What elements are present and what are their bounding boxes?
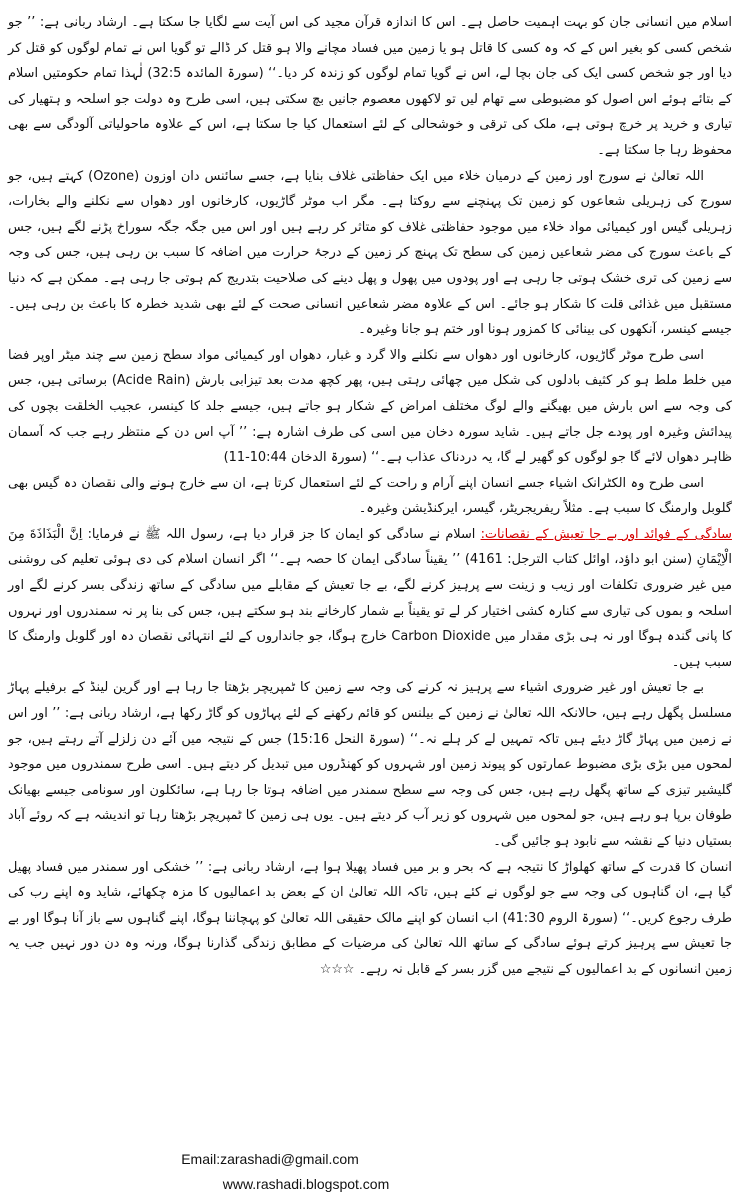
footer-email: Email:zarashadi@gmail.com (181, 1151, 359, 1167)
paragraph-acid-rain: اسی طرح موٹر گاڑیوں، کارخانوں اور دھواں سے نکلنے والا گرد و غبار، دھواں اور کیمیائی مواد سطح زمین سے چند میٹر اوپر فضا میں خلط ملط ہو کر کثیف بادلوں کی شکل میں چھائی رہتی ہیں، پھر کچھ مدت بعد تیزابی بارش (Acide Rain) برساتی ہیں، جس کی وجہ سے اس بارش میں بھیگنے والے لوگ مختلف امراض کے شکار ہو جاتے ہیں، جیسے جلد کا کینسر، عجیب الخلقت بچوں کی پیدائش وغیرہ اور پودے جل جاتے ہیں۔ شاید سورہ دخان میں اسی کی طرف اشارہ ہے: ’’ آپ اس دن کے منتظر رہے جب کہ آسمان ظاہر دھواں لائے گا جو لوگوں کو گھیر لے گا، یہ دردناک عذاب ہے۔‘‘ (سورۃ الدخان 10:44-11) (8, 347, 732, 466)
paragraph-conclusion: انسان کا قدرت کے ساتھ کھلواڑ کا نتیجہ ہے کہ بحر و بر میں فساد پھیلا ہوا ہے، ارشاد ربانی ہے: ’’ خشکی اور سمندر میں فساد پھیل گیا ہے، ان گناہوں کی وجہ سے جو لوگوں نے کئے ہیں، تاکہ اللہ تعالیٰ ان کے بعض بد اعمالیوں کا مزہ چکھائے، شاید وہ اپنے رب کی طرف رجوع کریں۔‘‘ (سورۃ الروم 41:30) اب انسان کو اپنے مالک حقیقی اللہ تعالیٰ کو پہچاننا ہوگا، اپنے گناہوں سے باز آنا ہوگا اور بے جا تعیش سے پرہیز کرتے ہوئے سادگی کے ساتھ اللہ تعالیٰ کی مرضیات کے مطابق زندگی گذارنا ہوگا، ورنہ وہ دن دور نہیں جب یہ زمین انسانوں کے بد اعمالیوں کے نتیجے میں گزر بسر کے قابل نہ رہے۔ ☆☆☆ (8, 859, 732, 977)
paragraph-temperature: بے جا تعیش اور غیر ضروری اشیاء سے پرہیز نہ کرنے کی وجہ سے زمین کا ٹمپریچر بڑھتا جا رہا ہے اور گرین لینڈ کے برفیلے پہاڑ مسلسل پگھل رہے ہیں، حالانکہ اللہ تعالیٰ نے زمین کے بیلنس کو قائم رکھنے کے لئے پہاڑوں کو گاڑ رکھا ہے، ارشاد ربانی ہے: ’’ اور اس نے زمین میں پہاڑ گاڑ دیئے ہیں تاکہ تمہیں لے کر ہلے نہ۔‘‘ (سورۃ النحل 15:16) جس کے نتیجہ میں آئے دن زلزلے آتے رہتے ہیں، جو لمحوں میں بڑی بڑی مضبوط عمارتوں کو پیوند زمین اور شہروں کو کھنڈروں میں تبدیل کر دیتے ہیں۔ اسی طرح سمندروں میں موجود گلیشیر تیزی کے ساتھ پگھل رہے ہیں، جس کی وجہ سے سطح سمندر میں اضافہ ہوتا جا رہا ہے، سائکلون اور سونامی جیسے بھیانک طوفان برپا ہو رہے ہیں، جو لمحوں میں شہروں کو زیر آب کر دیتے ہیں۔ یوں ہی زمین کا ٹمپریچر بڑھتا رہا تو اندیشہ ہے کہ روئے آباد بستیاں دنیا کے نقشہ سے نابود ہو جائیں گی۔ (8, 680, 732, 849)
paragraph-simplicity (8, 522, 732, 676)
paragraph-simplicity-text: اسلام نے سادگی کو ایمان کا جز قرار دیا ہے، رسول اللہ ﷺ نے فرمایا: اِنَّ الْبَذَاذَةَ مِنَ الْاِيْمَانِ (سنن ابو داؤد، اوائل کتاب الترجل: 4161) ’’ یقیناً سادگی ایمان کا حصہ ہے۔‘‘ اگر انسان اسلام کی دی ہوئی تعلیم کی روشنی میں غیر ضروری تکلفات اور زیب و زینت سے پرہیز کرنے لگے، بے جا تعیش کے مقابلے میں سادگی کے ساتھ زندگی بسر کرنے لگے اور اسلحہ و بموں کی تیاری سے کنارہ کشی اختیار کر لے تو یقیناً بے شمار کارخانے بند ہو سکتے ہیں، جس کی بنا پر نہ سمندروں اور نہروں کا پانی گندہ ہوگا اور نہ ہی بڑی مقدار میں Carbon Dioxide خارج ہوگا، جو جانداروں کے لئے انتہائی نقصان دہ اور گلوبل وارمنگ کا سبب ہیں۔ (8, 526, 732, 670)
footer-url: www.rashadi.blogspot.com (222, 1176, 390, 1192)
paragraph-ozone: اللہ تعالیٰ نے سورج اور زمین کے درمیان خلاء میں ایک حفاظتی غلاف بنایا ہے، جسے سائنس دان اوزون (Ozone) کہتے ہیں، جو سورج کی زہریلی شعاعوں کو زمین تک پہنچنے سے روکتا ہے۔ مگر اب موٹر گاڑیوں، کارخانوں اور دھواں سے نکلنے والے بخارات، زہریلی گیس اور کیمیائی مواد خلاء میں موجود حفاظتی غلاف کو متاثر کر رہے ہیں اور اس میں جگہ جگہ سوراخ پڑنے لگے ہیں، جس کے باعث سورج کی مضر شعاعیں زمین کی سطح تک پہنچ کر زمین کے درجۂ حرارت میں اضافہ کا سبب بن رہی ہیں، جس کی وجہ سے زمین کی تری خشک ہوتی جا رہی ہے اور پودوں میں پھول و پھل دینے کی صلاحیت بتدریج کم ہوتی جا رہی ہے۔ ممکن ہے کہ دنیا مستقبل میں غذائی قلت کا شکار ہو جائے۔ اس کے علاوہ مضر شعاعیں انسانی صحت کے لئے بھی شدید خطرہ کا باعث بن رہی ہیں۔ جیسے کینسر، آنکھوں کی بینائی کا کمزور ہونا اور ختم ہو جانا وغیرہ۔ (8, 168, 732, 338)
section-heading: سادگی کے فوائد اور بے جا تعیش کے نقصانات: (480, 526, 732, 542)
article-body (8, 10, 732, 983)
paragraph-intro: اسلام میں انسانی جان کو بہت اہمیت حاصل ہے۔ اس کا اندازہ قرآن مجید کی اس آیت سے لگایا جا سکتا ہے۔ ارشاد ربانی ہے: ’’ جو شخص کسی کو بغیر اس کے کہ وہ کسی کا قاتل ہو یا زمین میں فساد مچانے والا ہو قتل کر ڈالے تو گویا اس نے تمام لوگوں کو قتل کر دیا اور جو شخص کسی ایک کی جان بچا لے، اس نے گویا تمام لوگوں کو زندہ کر دیا۔‘‘ (سورۃ المائدہ 32:5) لٰہذا تمام حکومتیں اسلام کے بتائے ہوئے اس اصول کو مضبوطی سے تھام لیں تو لاکھوں معصوم جانیں بچ سکتی ہیں، اسی طرح وہ دولت جو اسلحہ و ہتھیار کی تیاری و خرید پر خرچ ہوتی ہے، ملک کی ترقی و خوشحالی کے لئے استعمال کیا جا سکتا ہے، اس کے علاوہ ماحولیاتی آلودگی سے بھی محفوظ رہا جا سکتا ہے۔ (8, 15, 732, 158)
paragraph-electronics: اسی طرح وہ الکٹرانک اشیاء جسے انسان اپنے آرام و راحت کے لئے استعمال کرتا ہے، ان سے خارج ہونے والی نقصان دہ گیس بھی گلوبل وارمنگ کا سبب ہے۔ مثلاً ریفریجریٹر، گیسر، ایرکنڈیشن وغیرہ۔ (8, 475, 732, 517)
